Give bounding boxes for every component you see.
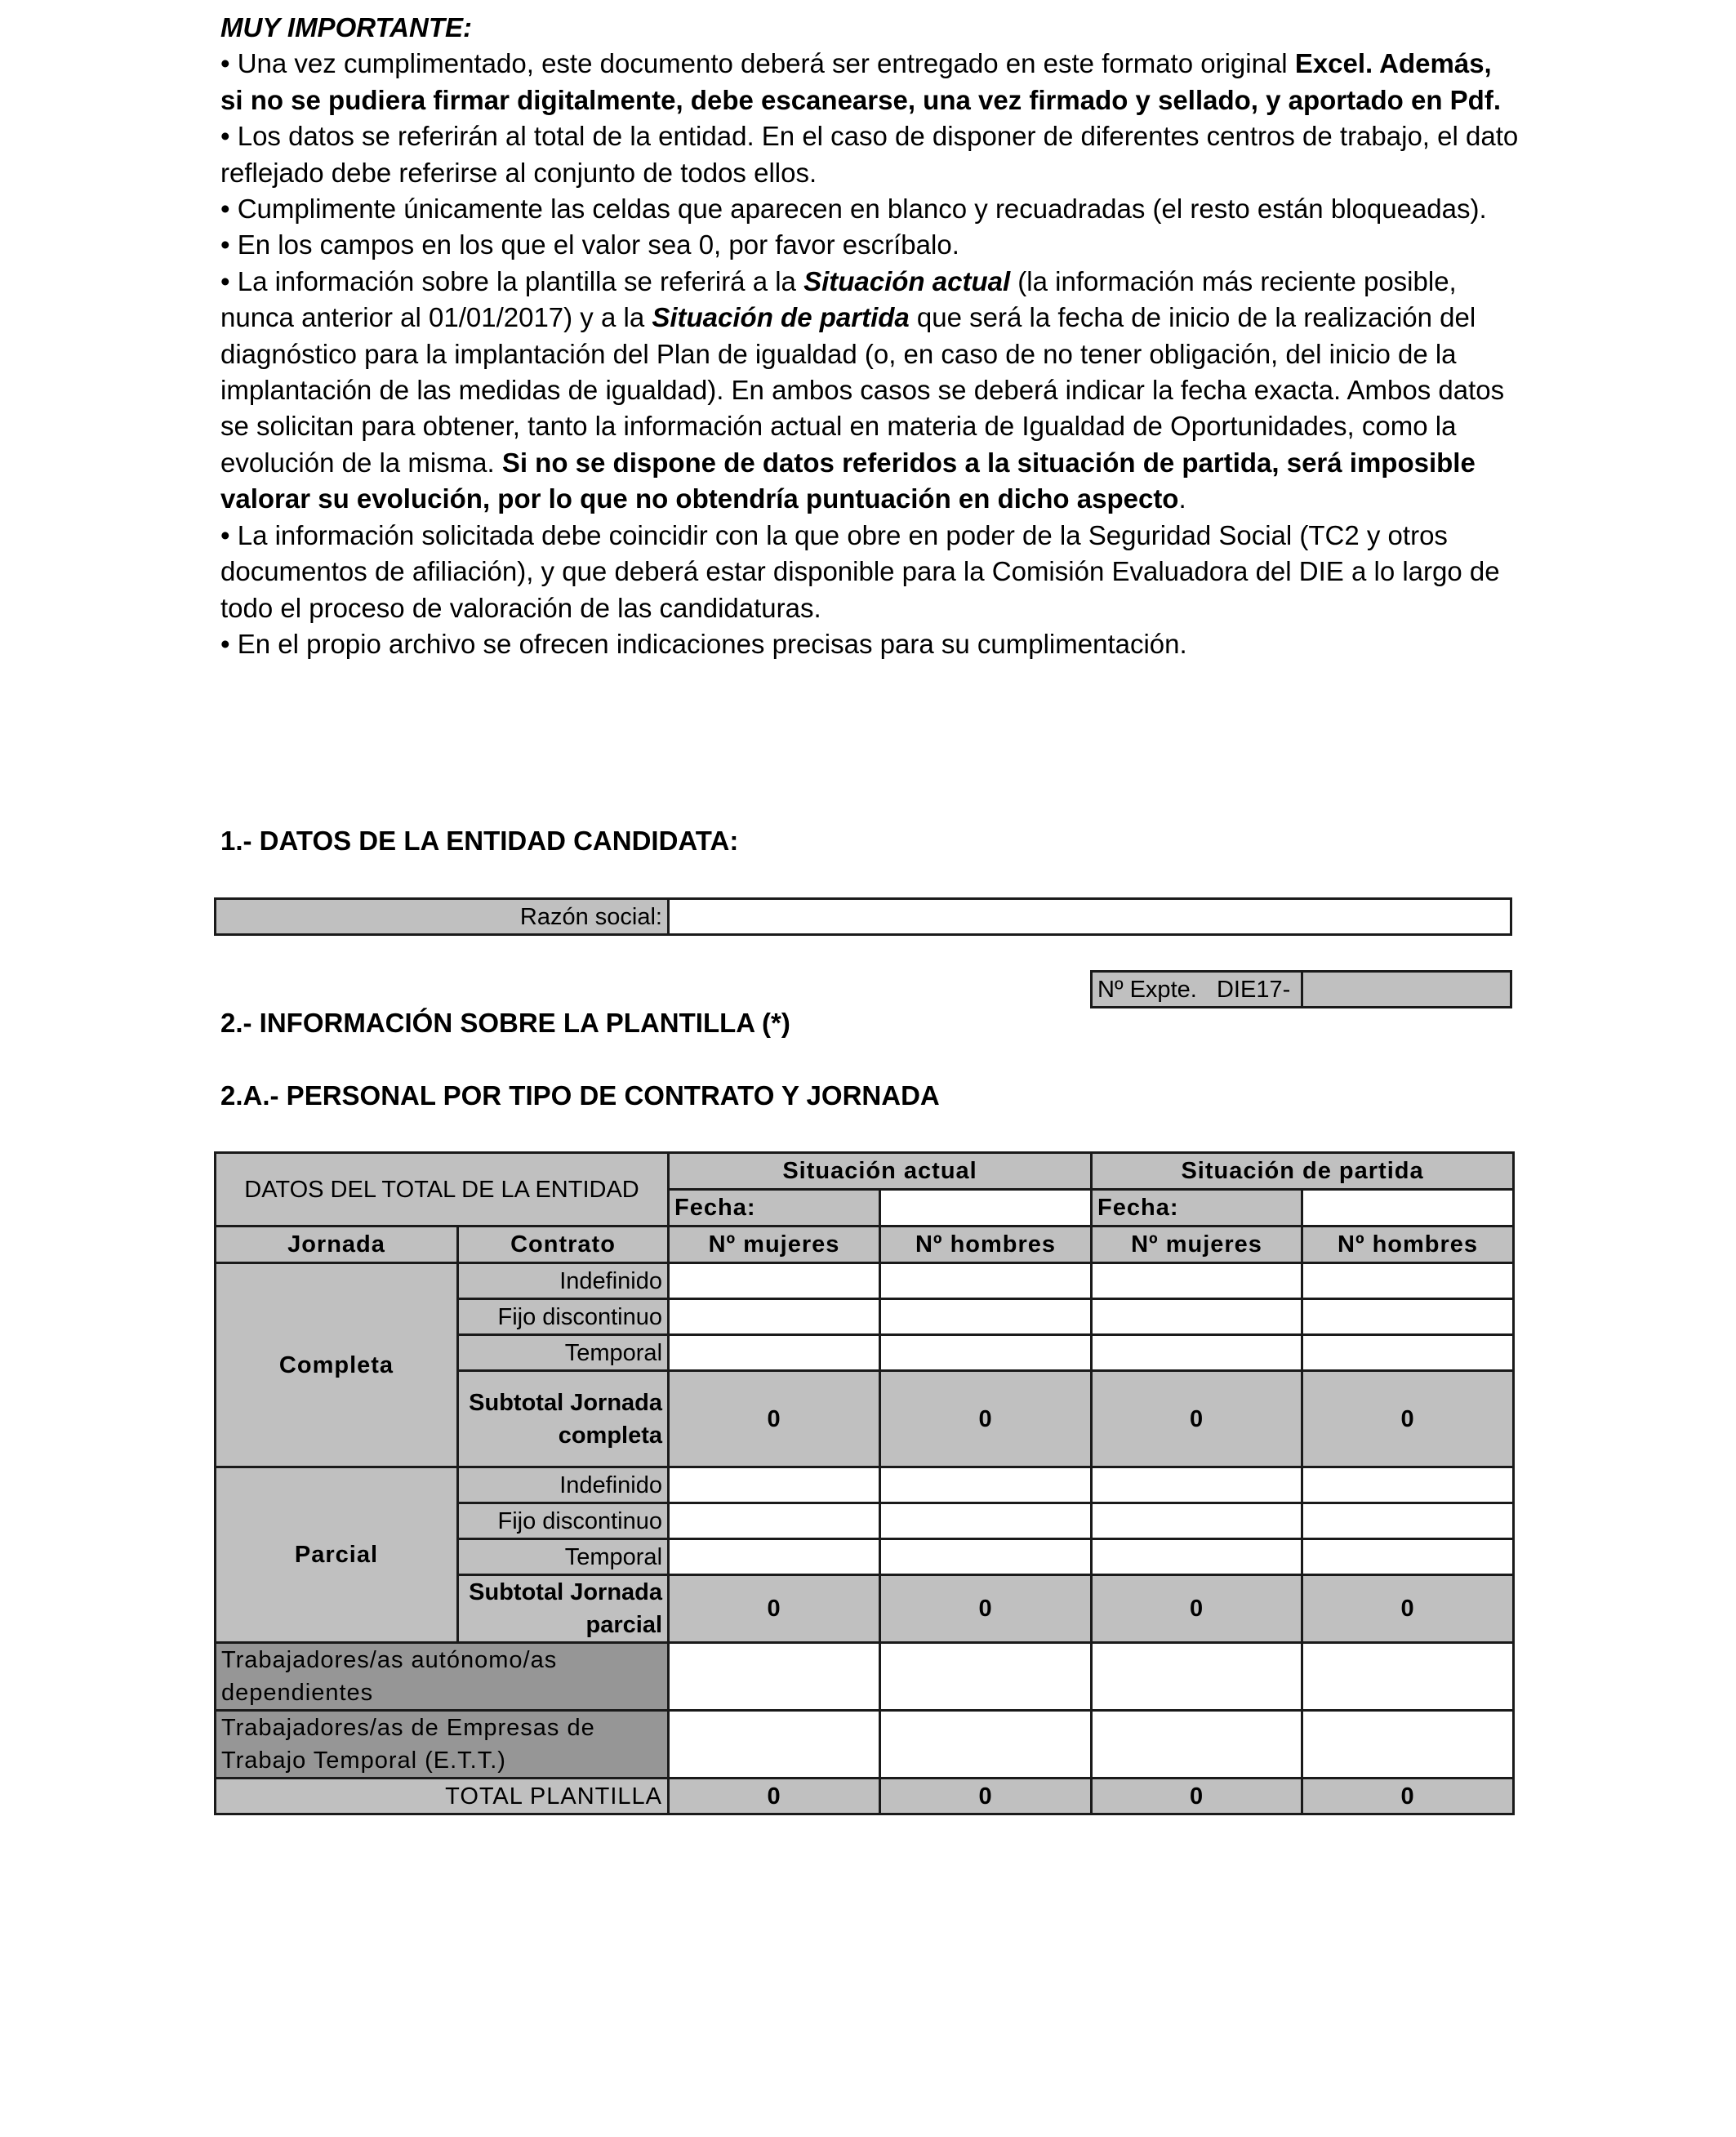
- cell-input[interactable]: [669, 1263, 880, 1299]
- header-situacion-actual: Situación actual: [669, 1153, 1092, 1190]
- subtotal-parcial-label: Subtotal Jornada parcial: [458, 1575, 669, 1643]
- subtotal-parcial-value: 0: [1092, 1575, 1302, 1643]
- cell-input[interactable]: [880, 1263, 1092, 1299]
- instructions: [220, 10, 1519, 662]
- instructions-heading: MUY IMPORTANTE:: [220, 12, 473, 42]
- cell-input[interactable]: [1092, 1299, 1302, 1335]
- cell-input[interactable]: [1302, 1643, 1514, 1711]
- total-value: 0: [1302, 1779, 1514, 1814]
- table-corner-label: DATOS DEL TOTAL DE LA ENTIDAD: [216, 1153, 669, 1227]
- contrato-temporal-parcial: Temporal: [458, 1539, 669, 1575]
- instruction-2: • Los datos se referirán al total de la entidad. En el caso de disponer de diferentes centros de trabajo, el dato reflejado debe referirse al conjunto de todos ellos.: [220, 121, 1519, 188]
- instruction-4: • En los campos en los que el valor sea 0, por favor escríbalo.: [220, 229, 959, 260]
- instruction-7: • En el propio archivo se ofrecen indicaciones precisas para su cumplimentación.: [220, 628, 1187, 659]
- cell-input[interactable]: [1302, 1539, 1514, 1575]
- col-mujeres-actual: Nº mujeres: [669, 1227, 880, 1263]
- cell-input[interactable]: [669, 1467, 880, 1503]
- plantilla-table: [214, 1151, 1515, 1815]
- expediente-input[interactable]: [1302, 972, 1511, 1008]
- subtotal-parcial-value: 0: [669, 1575, 880, 1643]
- cell-input[interactable]: [1092, 1467, 1302, 1503]
- cell-input[interactable]: [1092, 1643, 1302, 1711]
- instruction-3: • Cumplimente únicamente las celdas que aparecen en blanco y recuadradas (el resto están bloqueadas).: [220, 194, 1487, 225]
- cell-input[interactable]: [880, 1711, 1092, 1779]
- cell-input[interactable]: [1092, 1539, 1302, 1575]
- subtotal-completa-value: 0: [669, 1371, 880, 1467]
- fecha-actual-input[interactable]: [880, 1190, 1092, 1227]
- cell-input[interactable]: [669, 1503, 880, 1539]
- instruction-1: [220, 46, 1519, 118]
- instruction-1-text: • Una vez cumplimentado, este documento deberá ser entregado en este formato original: [220, 48, 1295, 79]
- cell-input[interactable]: [1302, 1467, 1514, 1503]
- col-hombres-actual: Nº hombres: [880, 1227, 1092, 1263]
- total-plantilla-label: TOTAL PLANTILLA: [216, 1779, 669, 1814]
- cell-input[interactable]: [1092, 1503, 1302, 1539]
- expediente-label-text: Nº Expte.: [1097, 976, 1197, 1003]
- cell-input[interactable]: [669, 1643, 880, 1711]
- contrato-fijo-parcial: Fijo discontinuo: [458, 1503, 669, 1539]
- instruction-5-g: .: [1178, 483, 1186, 514]
- subtotal-parcial-value: 0: [880, 1575, 1092, 1643]
- cell-input[interactable]: [1092, 1711, 1302, 1779]
- contrato-temporal-completa: Temporal: [458, 1335, 669, 1371]
- instruction-5-e: que será la fecha de inicio de la realización del diagnóstico para la implantación del Plan de igualdad (o, en caso de no tener obligación, del inicio de la implantación de las medidas de igualdad). En ambos casos se deberá indicar la fecha exacta. Ambos datos se solicitan para obtener, tanto la información actual en materia de Igualdad de Oportunidades, como la evolución de la misma.: [220, 302, 1505, 478]
- razon-social-input[interactable]: [669, 899, 1511, 935]
- cell-input[interactable]: [669, 1711, 880, 1779]
- instruction-5-warning: Si no se dispone de datos referidos a la situación de partida, será imposible valorar su evolución, por lo que no obtendría puntuación en dicho aspecto: [220, 447, 1476, 514]
- cell-input[interactable]: [880, 1503, 1092, 1539]
- instruction-5-partida: Situación de partida: [652, 302, 910, 333]
- cell-input[interactable]: [880, 1467, 1092, 1503]
- contrato-indefinido-completa: Indefinido: [458, 1263, 669, 1299]
- fecha-partida-label: Fecha:: [1092, 1190, 1302, 1227]
- cell-input[interactable]: [880, 1643, 1092, 1711]
- expediente-label: [1092, 972, 1302, 1008]
- ett-label: Trabajadores/as de Empresas de Trabajo Temporal (E.T.T.): [216, 1711, 669, 1779]
- contrato-indefinido-parcial: Indefinido: [458, 1467, 669, 1503]
- cell-input[interactable]: [1092, 1263, 1302, 1299]
- section-1-title: 1.- DATOS DE LA ENTIDAD CANDIDATA:: [220, 826, 739, 856]
- fecha-actual-label: Fecha:: [669, 1190, 880, 1227]
- cell-input[interactable]: [669, 1539, 880, 1575]
- total-value: 0: [880, 1779, 1092, 1814]
- instruction-5-a: • La información sobre la plantilla se referirá a la: [220, 265, 804, 296]
- cell-input[interactable]: [1302, 1335, 1514, 1371]
- jornada-parcial-label: Parcial: [216, 1467, 458, 1643]
- cell-input[interactable]: [1302, 1299, 1514, 1335]
- instruction-1-bold: Excel. Además, si no se pudiera firmar digitalmente, debe escanearse, una vez firmado y sellado, y aportado en Pdf.: [220, 48, 1501, 115]
- cell-input[interactable]: [880, 1299, 1092, 1335]
- razon-social-label: Razón social:: [216, 899, 669, 935]
- cell-input[interactable]: [1092, 1335, 1302, 1371]
- expediente-table: [1090, 970, 1512, 1008]
- expediente-prefix: DIE17-: [1216, 976, 1291, 1003]
- subtotal-completa-value: 0: [1092, 1371, 1302, 1467]
- cell-input[interactable]: [669, 1299, 880, 1335]
- subtotal-parcial-value: 0: [1302, 1575, 1514, 1643]
- cell-input[interactable]: [1302, 1263, 1514, 1299]
- subtotal-completa-value: 0: [1302, 1371, 1514, 1467]
- cell-input[interactable]: [669, 1335, 880, 1371]
- instruction-5: [220, 264, 1519, 518]
- subtotal-completa-value: 0: [880, 1371, 1092, 1467]
- cell-input[interactable]: [1302, 1503, 1514, 1539]
- instruction-6: • La información solicitada debe coincidir con la que obre en poder de la Seguridad Social (TC2 y otros documentos de afiliación), y que deberá estar disponible para la Comisión Evaluadora del DIE a lo largo de todo el proceso de valoración de las candidaturas.: [220, 519, 1500, 623]
- header-situacion-partida: Situación de partida: [1092, 1153, 1514, 1190]
- instruction-5-c: (la información más reciente posible, nunca anterior al 01/01/2017) y a la: [220, 265, 1457, 333]
- fecha-partida-input[interactable]: [1302, 1190, 1514, 1227]
- col-hombres-partida: Nº hombres: [1302, 1227, 1514, 1263]
- col-jornada: Jornada: [216, 1227, 458, 1263]
- col-contrato: Contrato: [458, 1227, 669, 1263]
- autonomos-label: Trabajadores/as autónomo/as dependientes: [216, 1643, 669, 1711]
- cell-input[interactable]: [880, 1539, 1092, 1575]
- cell-input[interactable]: [880, 1335, 1092, 1371]
- total-value: 0: [669, 1779, 880, 1814]
- cell-input[interactable]: [1302, 1711, 1514, 1779]
- instruction-5-actual: Situación actual: [803, 265, 1011, 296]
- subtotal-completa-label: Subtotal Jornada completa: [458, 1371, 669, 1467]
- jornada-completa-label: Completa: [216, 1263, 458, 1467]
- section-2a-title: 2.A.- PERSONAL POR TIPO DE CONTRATO Y JORNADA: [220, 1080, 940, 1111]
- total-value: 0: [1092, 1779, 1302, 1814]
- col-mujeres-partida: Nº mujeres: [1092, 1227, 1302, 1263]
- razon-social-table: [214, 897, 1512, 936]
- contrato-fijo-completa: Fijo discontinuo: [458, 1299, 669, 1335]
- section-2-title: 2.- INFORMACIÓN SOBRE LA PLANTILLA (*): [220, 1008, 790, 1038]
